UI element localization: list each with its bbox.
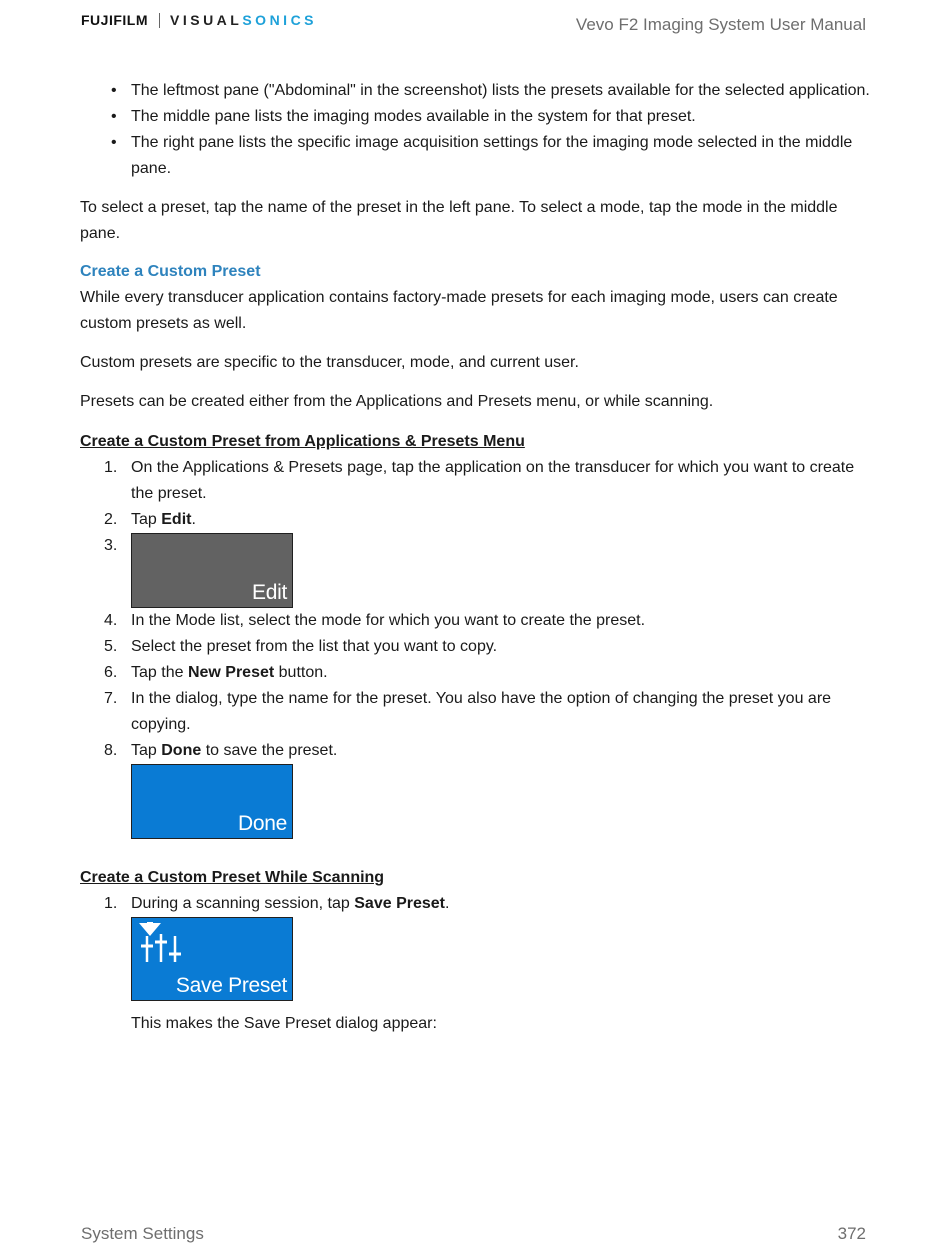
- bullet-glyph: •: [111, 134, 117, 151]
- scanning-steps-list: [80, 891, 870, 1037]
- fujifilm-visualsonics-logo: [81, 12, 317, 28]
- step-text-post: button.: [274, 664, 328, 681]
- step-item: [80, 608, 870, 634]
- section-heading-custom-preset: Create a Custom Preset: [80, 263, 261, 280]
- bullet-text: The leftmost pane ("Abdominal" in the screenshot) lists the presets available for the selected application.: [131, 82, 870, 99]
- step-number: 5.: [104, 638, 118, 655]
- step-text-bold: Save Preset: [354, 895, 445, 912]
- step-text-pre: Tap: [131, 742, 162, 759]
- step-text: In the Mode list, select the mode for which you want to create the preset.: [131, 612, 646, 629]
- step-text: Select the preset from the list that you want to copy.: [131, 638, 498, 655]
- step-text: On the Applications & Presets page, tap the application on the transducer for which you want to create the preset.: [131, 459, 855, 502]
- step-item: [80, 455, 870, 507]
- custom-preset-ways: Presets can be created either from the Applications and Presets menu, or while scanning.: [80, 393, 714, 410]
- edit-button-label: Edit: [252, 581, 287, 604]
- step-text-pre: Tap: [131, 511, 162, 528]
- subsection-heading-menu: Create a Custom Preset from Applications & Presets Menu: [80, 433, 525, 450]
- bullet-glyph: •: [111, 82, 117, 99]
- list-item: [111, 130, 870, 182]
- step-number: 8.: [104, 742, 118, 759]
- page-header: [80, 12, 866, 36]
- step-item: [80, 660, 870, 686]
- logo-sonics: SONICS: [242, 12, 318, 28]
- step-number: 3.: [104, 537, 118, 554]
- step-number: 6.: [104, 664, 118, 681]
- step-item: [80, 738, 870, 839]
- step-text-bold: New Preset: [187, 664, 275, 681]
- save-preset-button[interactable]: [131, 917, 293, 1001]
- done-button-label: Done: [237, 812, 287, 835]
- save-preset-button-label: Save Preset: [175, 974, 287, 997]
- bullet-glyph: •: [111, 108, 117, 125]
- step-text-bold: Done: [161, 742, 202, 759]
- step-text-post: .: [444, 895, 450, 912]
- done-button[interactable]: [131, 764, 293, 839]
- edit-button[interactable]: [131, 533, 293, 608]
- step-number: 4.: [104, 612, 118, 629]
- select-instructions: To select a preset, tap the name of the preset in the left pane. To select a mode, tap the mode in the middle pane.: [80, 199, 838, 242]
- menu-steps-list: [80, 455, 870, 839]
- custom-preset-specific: Custom presets are specific to the transducer, mode, and current user.: [80, 354, 579, 371]
- step-number: 1.: [104, 459, 118, 476]
- save-preset-sliders-icon: [137, 922, 181, 964]
- custom-preset-intro: While every transducer application contains factory-made presets for each imaging mode, users can create custom presets as well.: [80, 289, 838, 332]
- step-item: [80, 507, 870, 533]
- intro-bullet-list: [80, 78, 870, 182]
- footer-page-number: 372: [837, 1224, 866, 1243]
- logo-divider: [159, 13, 160, 28]
- step-number: 1.: [104, 895, 118, 912]
- bullet-text: The middle pane lists the imaging modes available in the system for that preset.: [131, 108, 696, 125]
- logo-visual: VISUAL: [170, 12, 243, 28]
- bullet-text: The right pane lists the specific image acquisition settings for the imaging mode selected in the middle pane.: [131, 134, 853, 177]
- step-item: [80, 533, 870, 608]
- manual-title: Vevo F2 Imaging System User Manual: [575, 15, 866, 34]
- step-text-post: .: [191, 511, 196, 528]
- step-item: [80, 634, 870, 660]
- step-text-pre: During a scanning session, tap: [131, 895, 355, 912]
- step-item: [80, 686, 870, 738]
- page-content: [80, 78, 870, 1037]
- step-item: [80, 891, 870, 1037]
- step-text-bold: Edit: [161, 511, 192, 528]
- logo-fujifilm: FUJIFILM: [81, 12, 148, 28]
- footer-section-name: System Settings: [81, 1224, 204, 1243]
- step-text: In the dialog, type the name for the preset. You also have the option of changing the preset you are copying.: [131, 690, 832, 733]
- step-number: 7.: [104, 690, 118, 707]
- step-number: 2.: [104, 511, 118, 528]
- list-item: [111, 78, 870, 104]
- step-text-post: to save the preset.: [201, 742, 338, 759]
- step-followup-text: This makes the Save Preset dialog appear:: [131, 1015, 437, 1032]
- list-item: [111, 104, 870, 130]
- subsection-heading-scanning: Create a Custom Preset While Scanning: [80, 869, 385, 886]
- step-text-pre: Tap the: [131, 664, 188, 681]
